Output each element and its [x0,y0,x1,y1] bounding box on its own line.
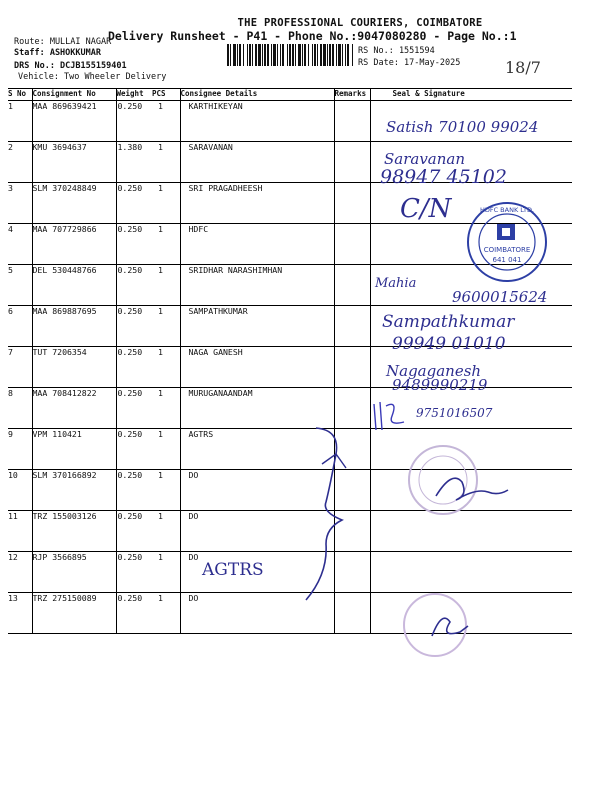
handwriting-row7-name: Nagaganesh [386,362,482,380]
cell-weight: 0.250 [116,224,152,265]
cell-weight: 0.250 [116,429,152,470]
cell-sno: 4 [8,224,32,265]
company-name: THE PROFESSIONAL COURIERS, COIMBATORE [237,17,483,29]
cell-sno: 8 [8,388,32,429]
col-header-pcs: PCS [152,89,180,101]
cell-consignment: TRZ 275150089 [32,593,116,634]
cell-consignee: SARAVANAN [180,142,334,183]
col-header-consignee: Consignee Details [180,89,334,101]
cell-weight: 0.250 [116,306,152,347]
brace-mark [296,424,356,604]
handwritten-count: 18/7 [505,58,541,77]
cell-consignment: TRZ 155003126 [32,511,116,552]
cell-consignee: NAGA GANESH [180,347,334,388]
cell-consignee: SRI PRAGADHEESH [180,183,334,224]
cell-consignment: TUT 7206354 [32,347,116,388]
cell-pcs: 1 [152,347,180,388]
vehicle-label: Vehicle: Two Wheeler Delivery [18,72,167,82]
cell-consignee: DO [180,511,334,552]
cell-consignment: VPM 110421 [32,429,116,470]
cell-remarks [334,142,370,183]
cell-weight: 0.250 [116,593,152,634]
col-header-consignment: Consignment No [32,89,116,101]
cell-sno: 10 [8,470,32,511]
cell-pcs: 1 [152,142,180,183]
cell-consignment: SLM 370248849 [32,183,116,224]
cell-pcs: 1 [152,511,180,552]
rs-number: RS No.: 1551594 [358,46,435,56]
cell-sno: 12 [8,552,32,593]
cell-sno: 5 [8,265,32,306]
table-row [8,429,572,470]
cell-consignee: SAMPATHKUMAR [180,306,334,347]
cell-remarks [334,224,370,265]
stamp-pin: 641 041 [492,256,522,264]
handwriting-row5-signature: Mahia [375,276,417,291]
cell-pcs: 1 [152,224,180,265]
route-label: Route: MULLAI NAGAR [14,37,112,47]
cell-pcs: 1 [152,429,180,470]
cell-pcs: 1 [152,552,180,593]
cell-pcs: 1 [152,470,180,511]
cell-remarks [334,347,370,388]
cell-weight: 0.250 [116,101,152,142]
cell-pcs: 1 [152,306,180,347]
cell-consignee: DO [180,552,334,593]
cell-weight: 0.250 [116,265,152,306]
handwriting-row5: 9600015624 [452,288,548,306]
cell-weight: 0.250 [116,552,152,593]
handwriting-row7-phone: 9489990219 [392,376,488,394]
cell-consignee: AGTRS [180,429,334,470]
cell-sno: 1 [8,101,32,142]
cell-weight: 0.250 [116,388,152,429]
col-header-seal: Seal & Signature [370,89,572,101]
cell-sno: 13 [8,593,32,634]
rs-date: RS Date: 17-May-2025 [358,58,461,68]
col-header-weight: Weight [116,89,152,101]
cell-pcs: 1 [152,593,180,634]
cell-weight: 0.250 [116,470,152,511]
handwriting-row6-phone: 99949 01010 [392,334,506,354]
cell-sno: 3 [8,183,32,224]
cell-weight: 1.380 [116,142,152,183]
handwriting-row8: 9751016507 [416,406,493,420]
handwriting-row2-phone: 98947 45102 [380,166,507,188]
cell-consignment: KMU 3694637 [32,142,116,183]
cell-consignee: DO [180,593,334,634]
row13-signature [426,604,476,644]
cell-pcs: 1 [152,388,180,429]
handwriting-row6-name: Sampathkumar [382,312,515,332]
stamp-bank-name: HDFC BANK LTD. [479,206,535,214]
cell-remarks [334,183,370,224]
handwriting-row3: C/N [400,194,452,224]
table-row [8,593,572,634]
cell-remarks [334,101,370,142]
drs-number: DRS No.: DCJB155159401 [14,61,127,71]
cell-pcs: 1 [152,101,180,142]
cell-consignment: MAA 708412822 [32,388,116,429]
row10-signature [432,466,512,506]
cell-remarks [334,265,370,306]
cell-remarks [334,388,370,429]
cell-sno: 6 [8,306,32,347]
row8-signature-scribble [368,396,418,436]
cell-consignment: RJP 3566895 [32,552,116,593]
cell-weight: 0.250 [116,347,152,388]
cell-sno: 7 [8,347,32,388]
cell-sno: 11 [8,511,32,552]
cell-seal [370,552,572,593]
stamp-city: COIMBATORE [483,246,531,254]
runsheet-title: Delivery Runsheet - P41 - Phone No.:9047080280 - Page No.:1 [108,29,517,43]
cell-sno: 9 [8,429,32,470]
col-header-sno: S No [8,89,32,101]
cell-consignment: MAA 869639421 [32,101,116,142]
table-header-row [8,89,572,101]
cell-weight: 0.250 [116,511,152,552]
cell-pcs: 1 [152,265,180,306]
cell-sno: 2 [8,142,32,183]
staff-label: Staff: ASHOKKUMAR [14,48,101,58]
cell-pcs: 1 [152,183,180,224]
cell-consignee: SRIDHAR NARASHIMHAN [180,265,334,306]
handwriting-row1: Satish 70100 99024 [386,118,539,136]
hdfc-bank-stamp [465,200,549,284]
cell-consignment: MAA 707729866 [32,224,116,265]
cell-consignee: MURUGANAANDAM [180,388,334,429]
cell-consignment: DEL 530448766 [32,265,116,306]
handwriting-row2-name: Saravanan [384,150,466,168]
cell-consignee: KARTHIKEYAN [180,101,334,142]
cell-consignment: MAA 869887695 [32,306,116,347]
table-row [8,511,572,552]
cell-remarks [334,306,370,347]
handwriting-agtrs: AGTRS [202,560,264,580]
cell-consignee: DO [180,470,334,511]
table-row [8,552,572,593]
cell-weight: 0.250 [116,183,152,224]
col-header-remarks: Remarks [334,89,370,101]
barcode [227,44,355,66]
cell-consignee: HDFC [180,224,334,265]
cell-consignment: SLM 370166892 [32,470,116,511]
